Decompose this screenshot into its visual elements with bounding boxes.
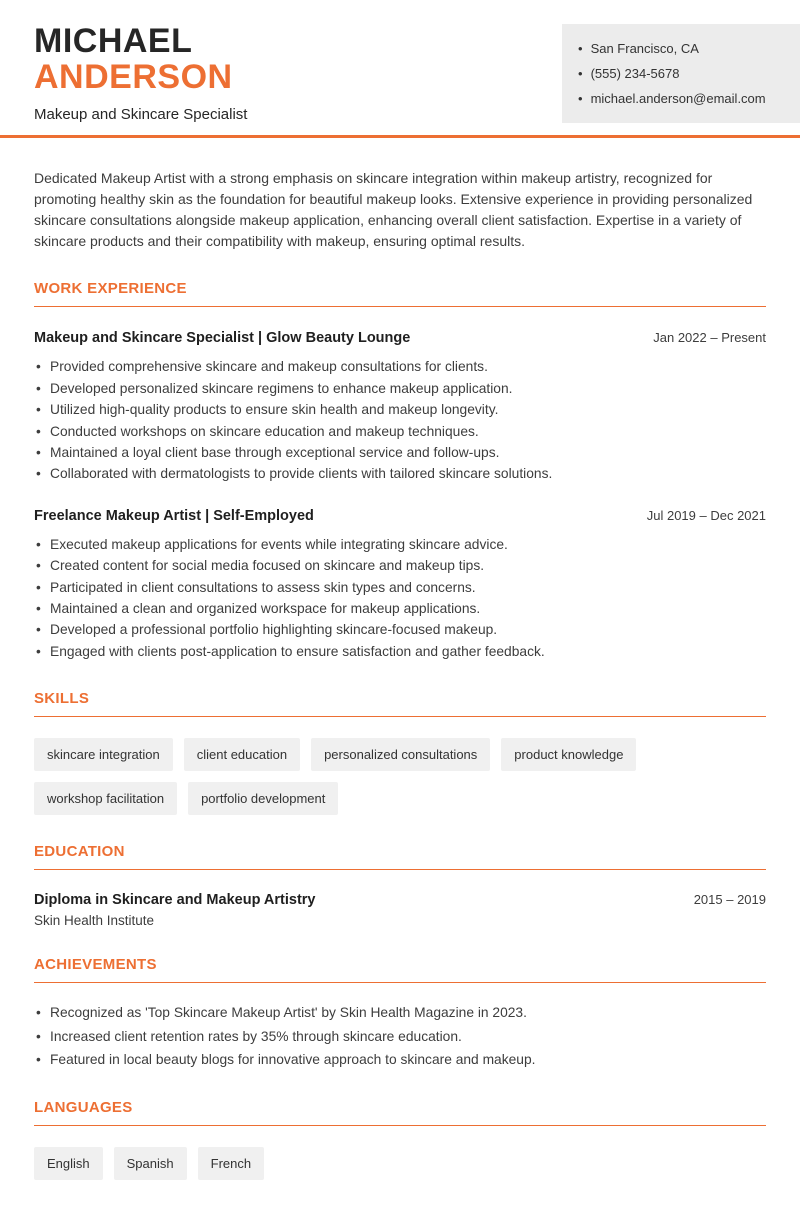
contact-email bbox=[578, 86, 784, 111]
bullet-item: • Developed personalized skincare regimens to enhance makeup application. bbox=[34, 378, 766, 399]
language-tag: English bbox=[34, 1147, 103, 1180]
contact-phone bbox=[578, 61, 784, 86]
content bbox=[0, 168, 800, 1220]
job-header bbox=[34, 508, 766, 524]
section-heading-work-experience: WORK EXPERIENCE bbox=[34, 280, 766, 307]
bullet-item: • Collaborated with dermatologists to provide clients with tailored skincare solutions. bbox=[34, 463, 766, 484]
job-dates: Jan 2022 – Present bbox=[653, 330, 766, 346]
bullet-icon: • bbox=[578, 66, 583, 81]
bullet-item: • Featured in local beauty blogs for innovative approach to skincare and makeup. bbox=[34, 1048, 766, 1071]
bullet-icon: • bbox=[578, 91, 583, 106]
section-heading-achievements: ACHIEVEMENTS bbox=[34, 956, 766, 983]
header-left bbox=[34, 24, 247, 123]
email-text: michael.anderson@email.com bbox=[590, 91, 766, 106]
job-header bbox=[34, 330, 766, 346]
phone-text: (555) 234-5678 bbox=[590, 66, 680, 81]
last-name: ANDERSON bbox=[34, 57, 233, 96]
education-dates: 2015 – 2019 bbox=[693, 892, 766, 908]
job-entry bbox=[34, 330, 766, 484]
bullet-item: • Increased client retention rates by 35% through skincare education. bbox=[34, 1025, 766, 1048]
skill-tag: personalized consultations bbox=[311, 738, 490, 771]
contact-card bbox=[562, 24, 800, 123]
skill-tag: client education bbox=[184, 738, 300, 771]
job-bullet-list bbox=[34, 534, 766, 662]
section-heading-skills: SKILLS bbox=[34, 690, 766, 717]
bullet-item: • Executed makeup applications for events while integrating skincare advice. bbox=[34, 534, 766, 555]
skill-tag: workshop facilitation bbox=[34, 782, 177, 815]
education-header bbox=[34, 892, 766, 908]
achievements-list bbox=[34, 1001, 766, 1071]
skill-tag: skincare integration bbox=[34, 738, 173, 771]
candidate-name bbox=[34, 24, 247, 95]
first-name: MICHAEL bbox=[34, 22, 193, 60]
job-dates: Jul 2019 – Dec 2021 bbox=[646, 507, 766, 523]
bullet-item: • Developed a professional portfolio highlighting skincare-focused makeup. bbox=[34, 619, 766, 640]
candidate-title: Makeup and Skincare Specialist bbox=[34, 106, 248, 124]
skills-tag-list bbox=[34, 738, 766, 815]
education-entry bbox=[34, 892, 766, 928]
skill-tag: product knowledge bbox=[501, 738, 636, 771]
education-school: Skin Health Institute bbox=[34, 913, 155, 929]
skill-tag: portfolio development bbox=[188, 782, 338, 815]
job-entry bbox=[34, 508, 766, 662]
bullet-item: • Maintained a clean and organized workspace for makeup applications. bbox=[34, 598, 766, 619]
bullet-item: • Participated in client consultations to assess skin types and concerns. bbox=[34, 577, 766, 598]
section-heading-languages: LANGUAGES bbox=[34, 1099, 766, 1126]
bullet-icon: • bbox=[578, 41, 583, 56]
bullet-item: • Recognized as 'Top Skincare Makeup Artist' by Skin Health Magazine in 2023. bbox=[34, 1001, 766, 1024]
bullet-item: • Provided comprehensive skincare and makeup consultations for clients. bbox=[34, 356, 766, 377]
bullet-item: • Engaged with clients post-application to ensure satisfaction and gather feedback. bbox=[34, 641, 766, 662]
contact-location bbox=[578, 36, 784, 61]
job-title-company: Freelance Makeup Artist | Self-Employed bbox=[34, 507, 314, 524]
job-bullet-list bbox=[34, 356, 766, 484]
language-tag: French bbox=[198, 1147, 264, 1180]
bullet-item: • Created content for social media focused on skincare and makeup tips. bbox=[34, 555, 766, 576]
summary-paragraph: Dedicated Makeup Artist with a strong emphasis on skincare integration within makeup artistry, recognized for promoting healthy skin as the foundation for beautiful makeup looks. Extensive experience in providing personalized skincare consultations alongside makeup application, enhancing overall client satisfaction. Expertise in a variety of skincare products and their compatibility with makeup, ensuring optimal results. bbox=[34, 170, 753, 250]
header bbox=[0, 0, 800, 123]
job-title-company: Makeup and Skincare Specialist | Glow Beauty Lounge bbox=[34, 330, 411, 347]
header-divider bbox=[0, 135, 800, 138]
languages-tag-list bbox=[34, 1147, 766, 1180]
location-text: San Francisco, CA bbox=[590, 41, 699, 56]
bullet-item: • Utilized high-quality products to ensure skin health and makeup longevity. bbox=[34, 399, 766, 420]
education-degree: Diploma in Skincare and Makeup Artistry bbox=[34, 892, 316, 909]
bullet-item: • Conducted workshops on skincare education and makeup techniques. bbox=[34, 421, 766, 442]
language-tag: Spanish bbox=[114, 1147, 187, 1180]
section-heading-education: EDUCATION bbox=[34, 843, 766, 870]
bullet-item: • Maintained a loyal client base through exceptional service and follow-ups. bbox=[34, 442, 766, 463]
